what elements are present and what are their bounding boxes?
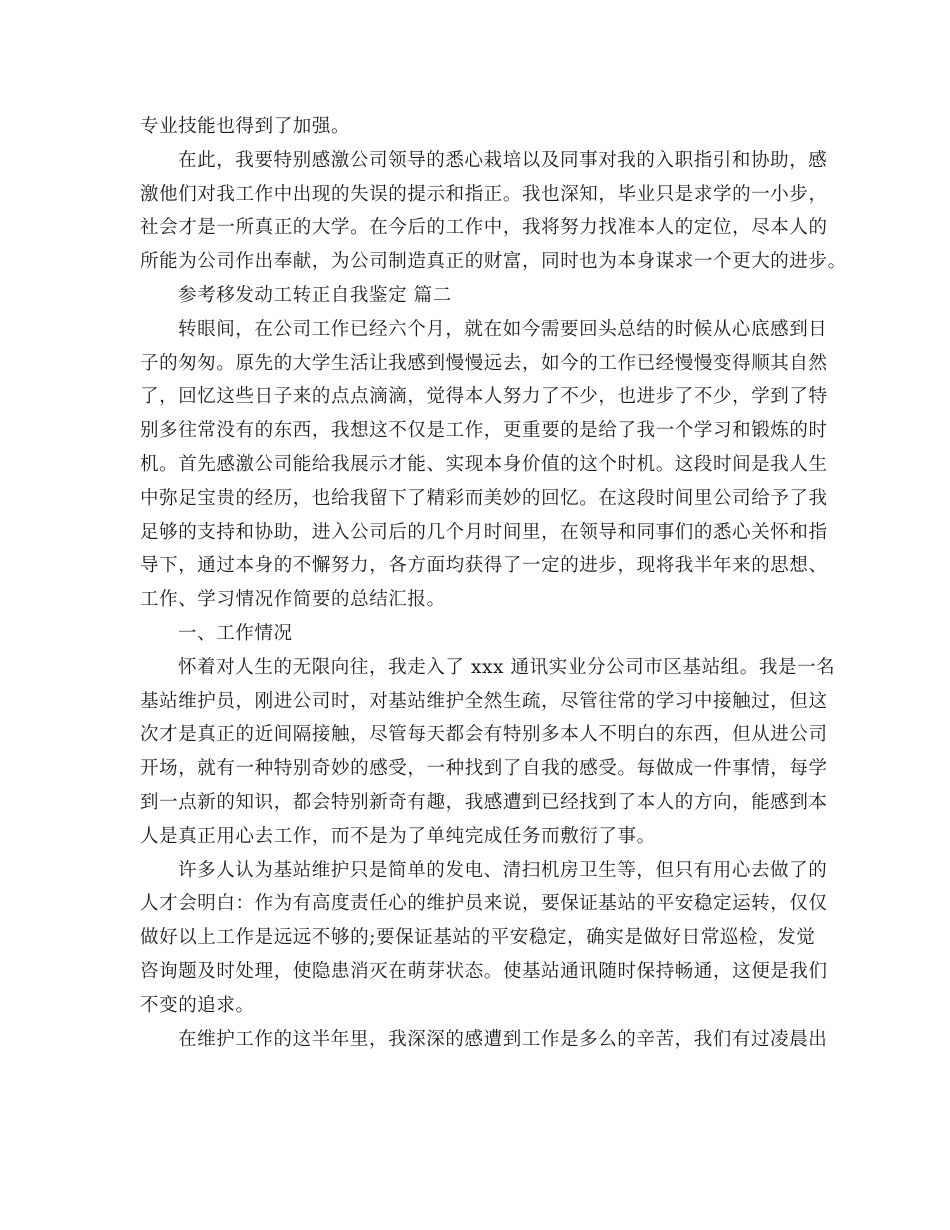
text-line: 参考移发动工转正自我鉴定 篇二 — [178, 284, 452, 306]
text-line: 足够的支持和协助，进入公司后的几个月时间里，在领导和同事们的悉心关怀和指 — [140, 521, 828, 543]
document-body — [140, 110, 847, 1056]
text-line: 子的匆匆。原先的大学生活让我感到慢慢远去，如今的工作已经慢慢变得顺其自然 — [140, 352, 828, 374]
text-line: 导下，通过本身的不懈努力，各方面均获得了一定的进步，现将我半年来的思想、 — [140, 555, 828, 577]
text-line: 了，回忆这些日子来的点点滴滴，觉得本人努力了不少，也进步了不少，学到了特 — [140, 386, 828, 408]
text-line: 做好以上工作是远远不够的;要保证基站的平安稳定，确实是做好日常巡检，发觉 — [140, 927, 816, 949]
text-line: 工作、学习情况作简要的总结汇报。 — [140, 589, 446, 611]
text-line: 转眼间，在公司工作已经六个月，就在如今需要回头总结的时候从心底感到日 — [178, 318, 828, 340]
text-line: 在维护工作的这半年里，我深深的感遭到工作是多么的辛苦，我们有过凌晨出 — [178, 1028, 828, 1050]
text-line: 基站维护员，刚进公司时，对基站维护全然生疏，尽管往常的学习中接触过，但这 — [140, 690, 828, 712]
text-line: 在此，我要特别感激公司领导的悉心栽培以及同事对我的入职指引和协助，感 — [178, 149, 828, 171]
text-line: 机。首先感激公司能给我展示才能、实现本身价值的这个时机。这段时间是我人生 — [140, 453, 828, 475]
text-line: 许多人认为基站维护只是简单的发电、清扫机房卫生等，但只有用心去做了的 — [178, 859, 828, 881]
text-line: 不变的追求。 — [140, 994, 255, 1016]
text-line: 到一点新的知识，都会特别新奇有趣，我感遭到已经找到了本人的方向，能感到本 — [140, 791, 828, 813]
text-line: 中弥足宝贵的经历，也给我留下了精彩而美妙的回忆。在这段时间里公司给予了我 — [140, 487, 828, 509]
text-line: 激他们对我工作中出现的失误的提示和指正。我也深知，毕业只是求学的一小步， — [140, 183, 828, 205]
text-line: 开场，就有一种特别奇妙的感受，一种找到了自我的感受。每做成一件事情，每学 — [140, 758, 828, 780]
text-line: 社会才是一所真正的大学。在今后的工作中，我将努力找准本人的定位，尽本人的 — [140, 217, 828, 239]
text-line: 次才是真正的近间隔接触，尽管每天都会有特别多本人不明白的东西，但从进公司 — [140, 724, 828, 746]
text-line: 一、工作情况 — [178, 622, 293, 644]
text-line: 怀着对人生的无限向往，我走入了 xxx 通讯实业分公司市区基站组。我是一名 — [178, 656, 836, 678]
text-line: 专业技能也得到了加强。 — [140, 116, 351, 137]
text-line: 别多往常没有的东西，我想这不仅是工作，更重要的是给了我一个学习和锻炼的时 — [140, 420, 828, 442]
text-line: 人才会明白：作为有高度责任心的维护员来说，要保证基站的平安稳定运转，仅仅 — [140, 893, 828, 915]
text-line: 人是真正用心去工作，而不是为了单纯完成任务而敷衍了事。 — [140, 825, 656, 847]
text-line: 咨询题及时处理，使隐患消灭在萌芽状态。使基站通讯随时保持畅通，这便是我们 — [140, 960, 828, 982]
text-line: 所能为公司作出奉献，为公司制造真正的财富，同时也为本身谋求一个更大的进步。 — [140, 251, 847, 273]
